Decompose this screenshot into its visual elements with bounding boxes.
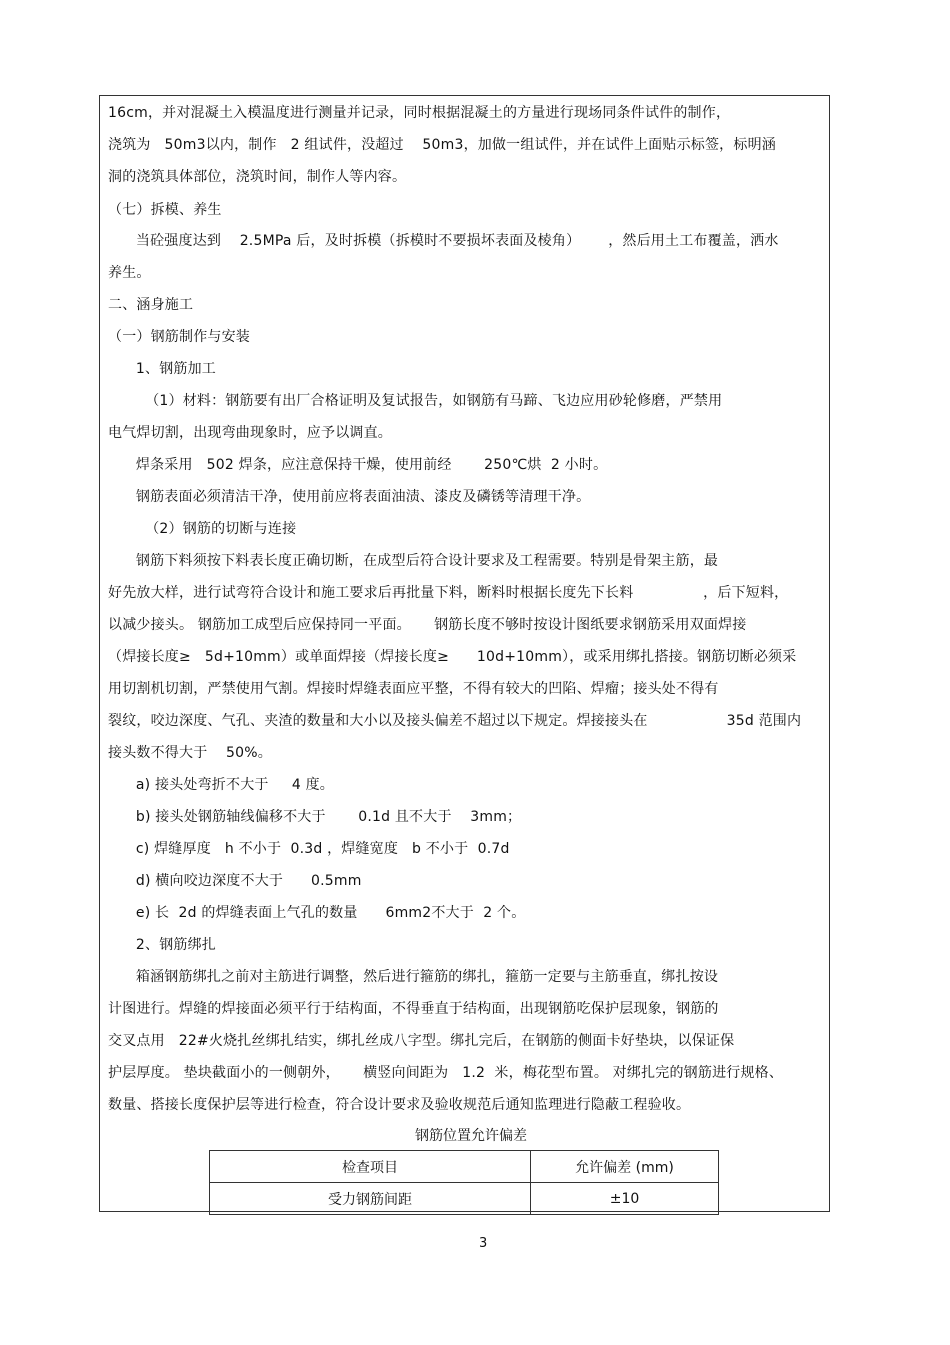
- text-line: d) 横向咬边深度不大于 0.5mm: [108, 873, 362, 889]
- table-header-row: [210, 1151, 719, 1183]
- text-line: a) 接头处弯折不大于 4 度。: [108, 777, 335, 793]
- text-line: 好先放大样，进行试弯符合设计和施工要求后再批量下料，断料时根据长度先下长料 ，后下短料，: [108, 585, 789, 601]
- text-line: 裂纹，咬边深度、气孔、夹渣的数量和大小以及接头偏差不超过以下规定。焊接接头在 35d 范围内: [108, 713, 802, 729]
- text-line: （1）材料：钢筋要有出厂合格证明及复试报告，如钢筋有马蹄、飞边应用砂轮修磨，严禁用: [108, 393, 723, 409]
- text-line: （焊接长度≥ 5d+10mm）或单面焊接（焊接长度≥ 10d+10mm），或采用绑扎搭接。钢筋切断必须采: [108, 649, 797, 665]
- text-line: 16cm，并对混凝土入模温度进行测量并记录，同时根据混凝土的方量进行现场同条件试件的制作，: [108, 105, 731, 121]
- text-line: （2）钢筋的切断与连接: [108, 521, 297, 537]
- text-line: 洞的浇筑具体部位，浇筑时间，制作人等内容。: [108, 169, 407, 185]
- tolerance-table: [209, 1150, 719, 1215]
- table-cell: 受力钢筋间距: [210, 1183, 531, 1215]
- table-header-cell: 检查项目: [210, 1151, 531, 1183]
- text-line: 交叉点用 22#火烧扎丝绑扎结实，绑扎丝成八字型。绑扎完后，在钢筋的侧面卡好垫块，以保证保: [108, 1033, 735, 1049]
- text-line: 钢筋表面必须清洁干净，使用前应将表面油渍、漆皮及磷锈等清理干净。: [108, 489, 591, 505]
- text-line: （一）钢筋制作与安装: [108, 329, 250, 345]
- text-line: 焊条采用 502 焊条，应注意保持干燥，使用前经 250℃烘 2 小时。: [108, 457, 608, 473]
- text-line: 计图进行。焊缝的焊接面必须平行于结构面，不得垂直于结构面，出现钢筋吃保护层现象，钢筋的: [108, 1001, 719, 1017]
- table-caption: 钢筋位置允许偏差: [415, 1128, 527, 1144]
- text-line: 电气焊切割，出现弯曲现象时，应予以调直。: [108, 425, 392, 441]
- text-line: c) 焊缝厚度 h 不小于 0.3d ，焊缝宽度 b 不小于 0.7d: [108, 841, 510, 857]
- table-cell: ±10: [531, 1183, 719, 1215]
- text-line: 钢筋下料须按下料表长度正确切断，在成型后符合设计要求及工程需要。特别是骨架主筋，最: [108, 553, 719, 569]
- text-line: 浇筑为 50m3以内，制作 2 组试件，没超过 50m3，加做一组试件，并在试件上面贴示标签，标明涵: [108, 137, 776, 153]
- text-line: 以减少接头。 钢筋加工成型后应保持同一平面。 钢筋长度不够时按设计图纸要求钢筋采用双面焊接: [108, 617, 747, 633]
- text-line: （七）拆模、养生: [108, 202, 222, 218]
- page-number: 3: [479, 1236, 488, 1251]
- table-header-cell: 允许偏差 (mm): [531, 1151, 719, 1183]
- text-line: 接头数不得大于 50%。: [108, 745, 272, 761]
- text-line: 护层厚度。 垫块截面小的一侧朝外， 横竖向间距为 1.2 米，梅花型布置。 对绑扎完的钢筋进行规格、: [108, 1065, 784, 1081]
- text-line: 箱涵钢筋绑扎之前对主筋进行调整，然后进行箍筋的绑扎，箍筋一定要与主筋垂直，绑扎按设: [108, 969, 719, 985]
- text-line: 1、钢筋加工: [108, 361, 217, 377]
- text-line: 数量、搭接长度保护层等进行检查，符合设计要求及验收规范后通知监理进行隐蔽工程验收。: [108, 1097, 691, 1113]
- text-line: 用切割机切割，严禁使用气割。焊接时焊缝表面应平整，不得有较大的凹陷、焊瘤；接头处不得有: [108, 681, 719, 697]
- table-row: [210, 1183, 719, 1215]
- text-line: b) 接头处钢筋轴线偏移不大于 0.1d 且不大于 3mm；: [108, 809, 522, 825]
- text-line: 养生。: [108, 265, 151, 281]
- text-line: 当砼强度达到 2.5MPa 后，及时拆模（拆模时不要损坏表面及棱角） ，然后用土工布覆盖，洒水: [108, 233, 779, 249]
- text-line: e) 长 2d 的焊缝表面上气孔的数量 6mm2不大于 2 个。: [108, 905, 526, 921]
- text-line: 二、涵身施工: [108, 297, 194, 313]
- text-line: 2、钢筋绑扎: [108, 937, 217, 953]
